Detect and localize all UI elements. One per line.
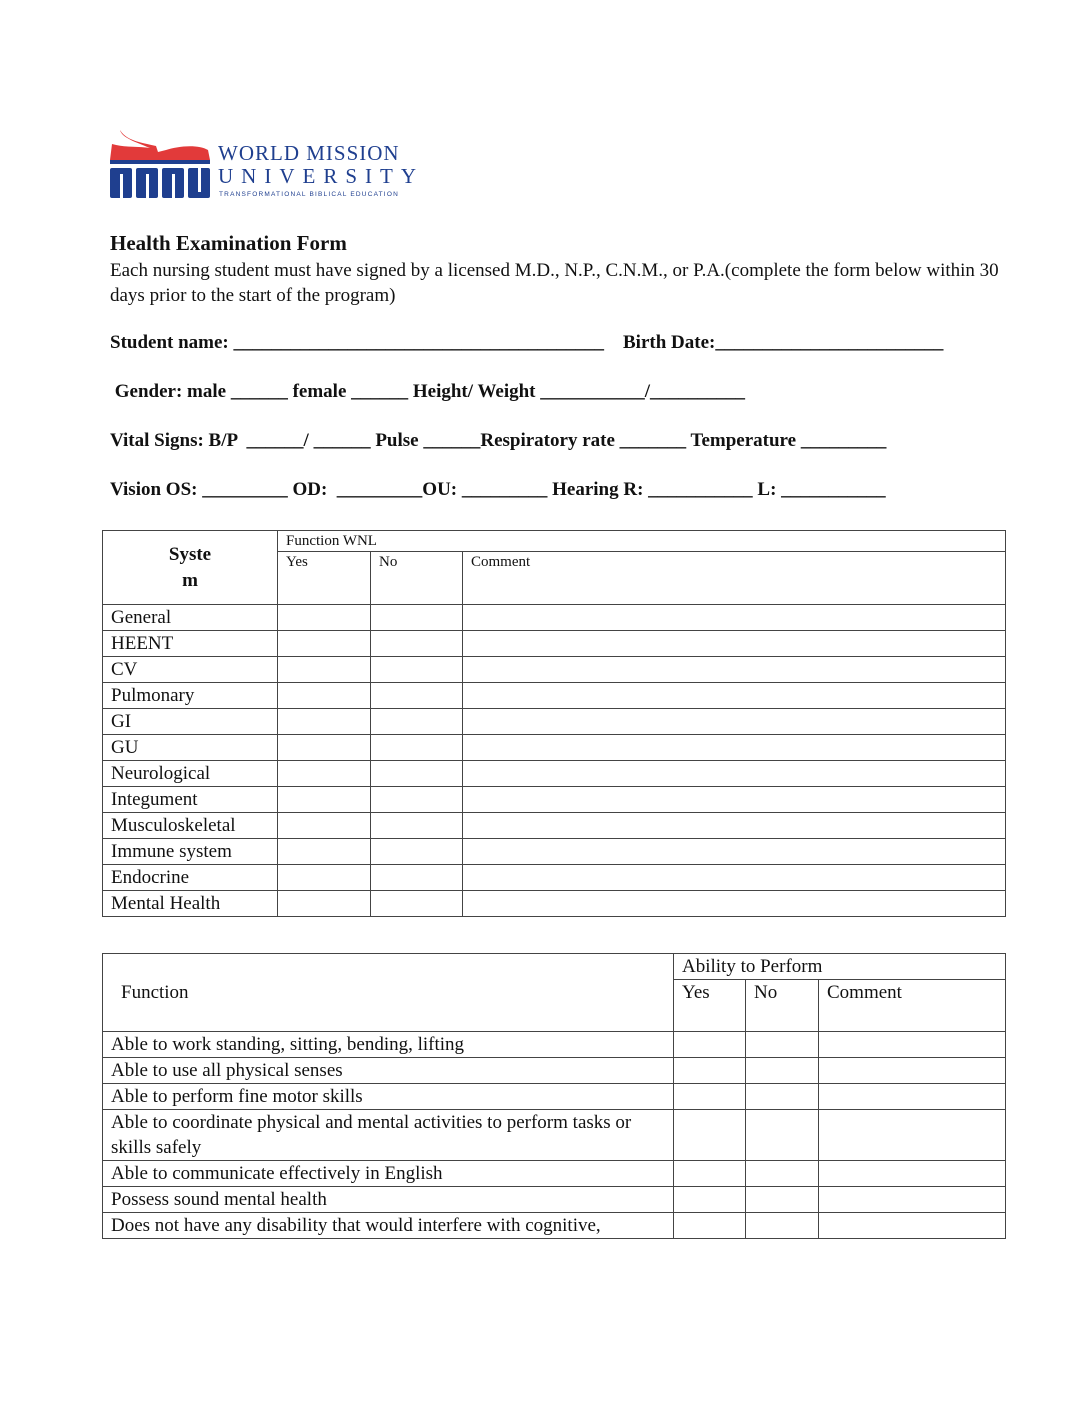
yes-cell[interactable] <box>674 1187 746 1213</box>
table-row <box>103 683 1006 709</box>
comment-cell[interactable] <box>819 1032 1006 1058</box>
no-cell[interactable] <box>371 865 463 891</box>
header-ability-to-perform: Ability to Perform <box>674 954 1006 980</box>
no-cell[interactable] <box>371 891 463 917</box>
comment-cell[interactable] <box>819 1110 1006 1161</box>
row-label: Able to perform fine motor skills <box>103 1084 674 1110</box>
no-cell[interactable] <box>371 813 463 839</box>
row-label: Immune system <box>103 839 278 865</box>
header-function: Function <box>103 954 674 1032</box>
systems-table <box>102 530 1006 917</box>
header-no: No <box>746 980 819 1032</box>
comment-cell[interactable] <box>819 1058 1006 1084</box>
comment-cell[interactable] <box>463 761 1006 787</box>
row-label: Integument <box>103 787 278 813</box>
vital-signs-fields[interactable]: Vital Signs: B/P ______/ ______ Pulse ______Respiratory rate _______ Temperature _________ <box>110 430 887 451</box>
row-label: HEENT <box>103 631 278 657</box>
yes-cell[interactable] <box>278 787 371 813</box>
comment-cell[interactable] <box>463 631 1006 657</box>
header-system <box>103 531 278 605</box>
comment-cell[interactable] <box>463 787 1006 813</box>
row-label: Able to work standing, sitting, bending, lifting <box>103 1032 674 1058</box>
table-row <box>103 1058 1006 1084</box>
gender-height-weight-fields[interactable]: Gender: male ______ female ______ Height/ Weight ___________/__________ <box>110 381 746 402</box>
no-cell[interactable] <box>746 1187 819 1213</box>
table-row <box>103 865 1006 891</box>
row-label: Does not have any disability that would interfere with cognitive, <box>103 1213 674 1239</box>
table-row <box>103 891 1006 917</box>
no-cell[interactable] <box>371 787 463 813</box>
table-row <box>103 1084 1006 1110</box>
yes-cell[interactable] <box>278 735 371 761</box>
no-cell[interactable] <box>371 605 463 631</box>
comment-cell[interactable] <box>819 1161 1006 1187</box>
yes-cell[interactable] <box>278 839 371 865</box>
no-cell[interactable] <box>371 709 463 735</box>
comment-cell[interactable] <box>463 735 1006 761</box>
no-cell[interactable] <box>746 1032 819 1058</box>
table-row <box>103 709 1006 735</box>
comment-cell[interactable] <box>819 1213 1006 1239</box>
comment-cell[interactable] <box>819 1187 1006 1213</box>
no-cell[interactable] <box>371 839 463 865</box>
form-intro: Each nursing student must have signed by a licensed M.D., N.P., C.N.M., or P.A.(complete the form below within 30 days prior to the start of the program) <box>110 260 999 306</box>
yes-cell[interactable] <box>674 1110 746 1161</box>
table-row <box>103 813 1006 839</box>
comment-cell[interactable] <box>819 1084 1006 1110</box>
comment-cell[interactable] <box>463 813 1006 839</box>
row-label: Able to communicate effectively in English <box>103 1161 674 1187</box>
row-label: General <box>103 605 278 631</box>
header-function-wnl: Function WNL <box>278 531 1006 552</box>
form-title: Health Examination Form <box>110 231 347 255</box>
row-label: Musculoskeletal <box>103 813 278 839</box>
no-cell[interactable] <box>371 657 463 683</box>
yes-cell[interactable] <box>278 605 371 631</box>
row-label: Able to use all physical senses <box>103 1058 674 1084</box>
yes-cell[interactable] <box>278 813 371 839</box>
yes-cell[interactable] <box>674 1058 746 1084</box>
header-yes: Yes <box>674 980 746 1032</box>
yes-cell[interactable] <box>278 865 371 891</box>
logo-name-line1: WORLD MISSION <box>218 141 400 165</box>
header-comment: Comment <box>819 980 1006 1032</box>
yes-cell[interactable] <box>278 709 371 735</box>
table-row <box>103 1161 1006 1187</box>
table-row <box>103 631 1006 657</box>
comment-cell[interactable] <box>463 839 1006 865</box>
comment-cell[interactable] <box>463 683 1006 709</box>
yes-cell[interactable] <box>674 1161 746 1187</box>
yes-cell[interactable] <box>278 891 371 917</box>
yes-cell[interactable] <box>674 1032 746 1058</box>
row-label: Pulmonary <box>103 683 278 709</box>
student-name-birthdate-fields[interactable]: Student name: _______________________________________ Birth Date:________________________ <box>110 332 944 353</box>
comment-cell[interactable] <box>463 865 1006 891</box>
comment-cell[interactable] <box>463 657 1006 683</box>
logo-name-line2: UNIVERSITY <box>218 164 424 188</box>
yes-cell[interactable] <box>278 657 371 683</box>
no-cell[interactable] <box>746 1058 819 1084</box>
comment-cell[interactable] <box>463 891 1006 917</box>
no-cell[interactable] <box>371 761 463 787</box>
table-row <box>103 761 1006 787</box>
header-yes: Yes <box>278 552 371 605</box>
row-label: Able to coordinate physical and mental activities to perform tasks or skills safely <box>103 1110 674 1161</box>
table-row <box>103 1187 1006 1213</box>
header-no: No <box>371 552 463 605</box>
row-label: Mental Health <box>103 891 278 917</box>
table-row <box>103 1032 1006 1058</box>
table-row <box>103 787 1006 813</box>
vision-hearing-fields[interactable]: Vision OS: _________ OD: _________OU: _________ Hearing R: ___________ L: ___________ <box>110 479 886 500</box>
row-label: Possess sound mental health <box>103 1187 674 1213</box>
table-row <box>103 657 1006 683</box>
row-label: CV <box>103 657 278 683</box>
table-row <box>103 605 1006 631</box>
comment-cell[interactable] <box>463 605 1006 631</box>
function-table <box>102 953 1006 1239</box>
no-cell[interactable] <box>746 1084 819 1110</box>
yes-cell[interactable] <box>278 683 371 709</box>
comment-cell[interactable] <box>463 709 1006 735</box>
no-cell[interactable] <box>371 735 463 761</box>
row-label: Endocrine <box>103 865 278 891</box>
yes-cell[interactable] <box>674 1213 746 1239</box>
logo-tagline: TRANSFORMATIONAL BIBLICAL EDUCATION <box>219 191 399 198</box>
header-comment: Comment <box>463 552 1006 605</box>
row-label: GU <box>103 735 278 761</box>
yes-cell[interactable] <box>674 1084 746 1110</box>
table-row <box>103 839 1006 865</box>
header-system-line1: Syste <box>168 543 212 565</box>
row-label: GI <box>103 709 278 735</box>
no-cell[interactable] <box>371 683 463 709</box>
yes-cell[interactable] <box>278 761 371 787</box>
table-row <box>103 735 1006 761</box>
header-system-line2: m <box>182 569 198 591</box>
no-cell[interactable] <box>746 1161 819 1187</box>
no-cell[interactable] <box>746 1213 819 1239</box>
row-label: Neurological <box>103 761 278 787</box>
no-cell[interactable] <box>371 631 463 657</box>
no-cell[interactable] <box>746 1110 819 1161</box>
table-row <box>103 1213 1006 1239</box>
yes-cell[interactable] <box>278 631 371 657</box>
table-row <box>103 1110 1006 1161</box>
